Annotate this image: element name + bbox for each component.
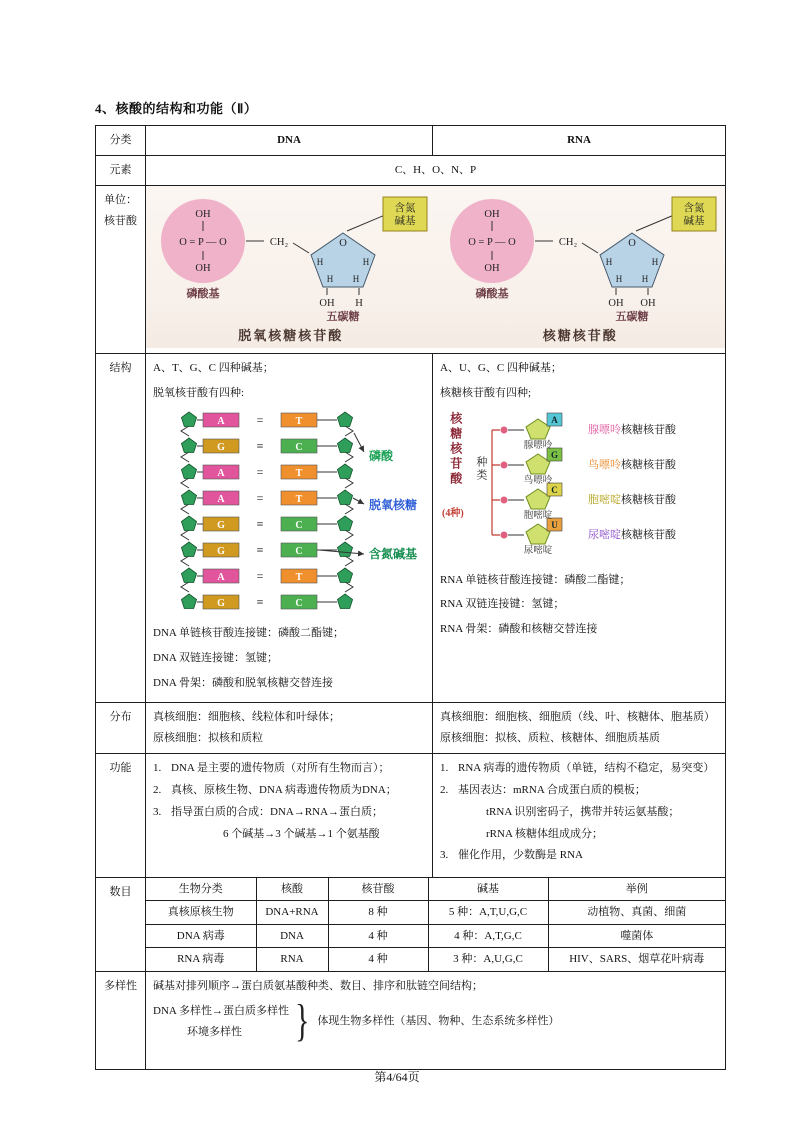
svg-text:=: = [256,464,264,479]
dna-function-item: 1. DNA 是主要的遗传物质（对所有生物而言）； [153,761,390,774]
svg-text:C: C [295,519,303,531]
page-title: 4、核酸的结构和功能（Ⅱ） [95,101,258,116]
ch2-label: CH₂ [269,236,288,248]
dna-distribution-line1: 真核细胞：细胞核、线粒体和叶绿体； [153,711,340,724]
row-elements [96,155,726,185]
row-distribution [96,703,726,754]
number-table-row [146,948,725,971]
row-label-classification: 分类 [96,126,146,156]
oh-bottom: OH [484,262,500,274]
row-unit [96,185,726,353]
sugar-pointer-label: 脱氧核糖 [369,497,418,512]
rna-note-1: RNA 单链核苷酸连接键：磷酸二酯键； [440,573,631,586]
oh-top: OH [195,208,211,220]
base-pointer-label: 含氮碱基 [369,546,418,561]
number-cell: RNA [256,948,328,971]
pentagon-h: H [352,273,359,284]
rna-note-3: RNA 骨架：磷酸和核糖交替连接 [440,623,598,636]
rna-types-svg [440,408,721,566]
svg-text:A: A [217,415,225,427]
number-cell: 8 种 [328,901,428,925]
rna-base-name: 尿嘧啶 [523,545,553,556]
number-cell: 动植物、真菌、细菌 [548,901,725,925]
rna-tree-bracket [492,430,500,535]
row-number [96,877,726,971]
dna-rung [181,594,352,609]
dna-rung [181,542,352,557]
oh-bottom: OH [195,262,211,274]
row-label-unit [96,185,146,353]
row-function [96,753,726,877]
document-body [95,98,727,1070]
rna-distribution-cell [433,703,726,754]
phosphate-label: 磷酸基 [186,287,220,300]
row-label-number: 数目 [96,877,146,971]
row-label-structure: 结构 [96,353,146,702]
row-structure [96,353,726,702]
unit-diagram-cell [146,185,726,353]
dna-rung [181,412,352,427]
svg-text:A: A [217,571,225,583]
number-cell: 真核原核生物 [146,901,256,925]
row-label-diversity: 多样性 [96,971,146,1069]
svg-text:T: T [295,415,303,427]
dna-function-cell [146,753,433,877]
rna-function-subitem: tRNA 识别密码子，携带并转运氨基酸； [486,805,680,818]
diversity-brace: } [294,996,310,1046]
rna-structure-cell [433,353,726,702]
svg-text:≡: ≡ [256,542,264,557]
svg-text:C: C [551,484,558,495]
diversity-cell [146,971,726,1069]
pentagon-h: H [616,273,623,284]
ribonucleotide-svg [438,191,722,323]
elements-value: C、H、O、N、P [146,155,726,185]
number-cell: 4 种：A,T,G,C [428,924,548,948]
col-header-dna: DNA [146,126,433,156]
number-header: 生物分类 [146,878,256,901]
svg-text:G: G [550,449,559,460]
rna-item-adenine [501,413,563,439]
sugar-label: 五碳糖 [326,310,360,323]
number-header: 核酸 [256,878,328,901]
rna-full-name: 尿嘧啶核糖核苷酸 [588,528,676,541]
phosphate-arrow [354,433,364,452]
diversity-sources [153,1001,289,1043]
pentagon-h: H [652,256,659,267]
diversity-line2: DNA 多样性→蛋白质多样性 [153,1004,289,1017]
dna-note-3: DNA 骨架：磷酸和脱氧核糖交替连接 [153,677,333,690]
base-box-line1: 含氮 [683,202,705,214]
nucleotide-photo [146,186,725,349]
rna-full-name: 胞嘧啶核糖核苷酸 [588,493,676,506]
phosphate-formula: O = P — O [178,236,227,248]
sugar-label: 五碳糖 [615,310,649,323]
svg-text:T: T [295,467,303,479]
phosphate-label: 磷酸基 [475,287,509,300]
deoxyribonucleotide-diagram [146,186,436,349]
diversity-line1: 碱基对排列顺序→蛋白质氨基酸种类、数目、排序和肽链空间结构； [153,979,483,992]
rna-full-name: 鸟嘌呤核糖核苷酸 [588,458,676,471]
base-box-line2: 碱基 [394,215,416,227]
pentagon-h: H [362,256,369,267]
number-cell: DNA+RNA [256,901,328,925]
row-label-elements: 元素 [96,155,146,185]
number-table-header-row [146,878,725,901]
number-cell: RNA 病毒 [146,948,256,971]
rna-function-subitem: rRNA 核糖体组成成分； [486,827,604,840]
svg-text:≡: ≡ [256,594,264,609]
svg-text:C: C [295,545,303,557]
svg-text:G: G [217,441,225,453]
dna-rung [181,438,352,453]
rna-function-item: 3. 催化作用，少数酶是 RNA [440,849,583,862]
pentagon-h: H [316,256,323,267]
svg-text:U: U [551,519,558,530]
dna-rung [181,568,352,583]
number-cell: 噬菌体 [548,924,725,948]
number-cell: HIV、SARS、烟草花叶病毒 [569,953,705,966]
number-table-row [146,901,725,925]
dna-nucleotides-line: 脱氧核苷酸有四种: [153,386,245,399]
number-table [146,878,725,971]
svg-text:G: G [217,545,225,557]
rna-function-cell [433,753,726,877]
svg-text:A: A [551,414,558,425]
dna-function-item: 3. 指导蛋白质的合成：DNA→RNA→蛋白质； [153,805,384,818]
phosphate-formula: O = P — O [468,236,517,248]
rna-base-name: 鸟嘌呤 [523,475,553,486]
number-cell: DNA [256,924,328,948]
dna-function-item: 2. 真核、原核生物、DNA 病毒遗传物质为DNA； [153,783,397,796]
dna-function-extra: 6 个碱基→3 个碱基→1 个氨基酸 [223,827,380,840]
row-diversity [96,971,726,1069]
row-label-distribution: 分布 [96,703,146,754]
rna-base-name: 腺嘌呤 [523,440,553,451]
pentagon-h: H [326,273,333,284]
rna-distribution-line2: 原核细胞：拟核、质粒、核糖体、细胞质基质 [440,732,660,745]
dna-structure-cell [146,353,433,702]
deoxyribonucleotide-caption: 脱氧核糖核苷酸 [238,327,344,343]
dna-rung [181,490,352,505]
number-cell: 3 种：A,U,G,C [428,948,548,971]
rna-group-count: (4种) [442,507,464,519]
pentagon-o: O [628,237,637,249]
dna-bases-line: A、T、G、C 四种碱基； [153,361,274,374]
svg-text:A: A [217,467,225,479]
pentagon-o: O [338,237,347,249]
number-table-cell [146,877,726,971]
svg-text:T: T [295,571,303,583]
row-label-unit-line1: 单位： [104,193,137,206]
sugar-oh-left: OH [608,297,624,309]
svg-text:T: T [295,493,303,505]
dna-note-2: DNA 双链连接键：氢键； [153,652,278,665]
rna-full-name: 腺嘌呤核糖核苷酸 [588,423,676,436]
rna-base-name: 胞嘧啶 [523,510,553,521]
sugar-arrow [353,498,364,504]
main-table [95,125,726,1070]
rna-group-label: 核糖核苷酸 [448,411,463,487]
dna-distribution-cell [146,703,433,754]
row-label-unit-line2: 核苷酸 [104,214,137,227]
svg-text:G: G [217,519,225,531]
ribonucleotide-diagram [436,186,726,349]
pentagon-h: H [606,256,613,267]
number-header: 碱基 [428,878,548,901]
svg-text:C: C [295,441,303,453]
rna-function-item: 2. 基因表达：mRNA 合成蛋白质的模板； [440,783,646,796]
col-header-rna: RNA [433,126,726,156]
sugar-h-right: H [354,297,363,309]
svg-text:A: A [217,493,225,505]
number-cell: 4 种 [328,948,428,971]
phosphate-pointer-label: 磷酸 [369,448,394,463]
svg-text:=: = [256,412,264,427]
ribonucleotide-caption: 核糖核苷酸 [542,327,618,343]
rna-bases-line: A、U、G、C 四种碱基； [440,361,562,374]
deoxyribonucleotide-svg [149,191,433,323]
row-classification [96,126,726,156]
pentagon-h: H [642,273,649,284]
dna-rung [181,464,352,479]
rna-note-2: RNA 双链连接键：氢键； [440,598,565,611]
base-box-line1: 含氮 [394,202,416,214]
base-box-line2: 碱基 [683,215,705,227]
diversity-group [153,996,718,1046]
number-cell: DNA 病毒 [146,924,256,948]
page-footer: 第4/64页 [374,1070,420,1084]
ch2-label: CH₂ [559,236,578,248]
svg-text:≡: ≡ [256,516,264,531]
number-cell: 5 种：A,T,U,G,C [428,901,548,925]
svg-text:G: G [217,597,225,609]
rna-kind-label: 种类 [474,455,487,482]
dna-ladder-diagram [153,408,428,616]
number-header: 举例 [548,878,725,901]
dna-note-1: DNA 单链核苷酸连接键：磷酸二酯键； [153,627,344,640]
diversity-result: 体现生物多样性（基因、物种、生态系统多样性） [317,1015,560,1028]
oh-top: OH [484,208,500,220]
diversity-line3: 环境多样性 [187,1025,242,1038]
dna-rung [181,516,352,531]
number-table-row [146,924,725,948]
dna-distribution-line2: 原核细胞：拟核和质粒 [153,732,263,745]
row-label-function: 功能 [96,753,146,877]
svg-text:C: C [295,597,303,609]
number-cell: 4 种 [328,924,428,948]
svg-text:≡: ≡ [256,438,264,453]
rna-types-diagram [440,408,718,566]
svg-text:=: = [256,568,264,583]
sugar-oh-left: OH [319,297,335,309]
sugar-oh-right: OH [640,297,656,309]
rna-function-item: 1. RNA 病毒的遗传物质（单链，结构不稳定，易突变） [440,761,715,774]
rna-nucleotides-line: 核糖核苷酸有四种; [440,386,532,399]
rna-distribution-line1: 真核细胞：细胞核、细胞质（线、叶、核糖体、胞基质） [440,711,715,724]
number-header: 核苷酸 [328,878,428,901]
svg-text:=: = [256,490,264,505]
